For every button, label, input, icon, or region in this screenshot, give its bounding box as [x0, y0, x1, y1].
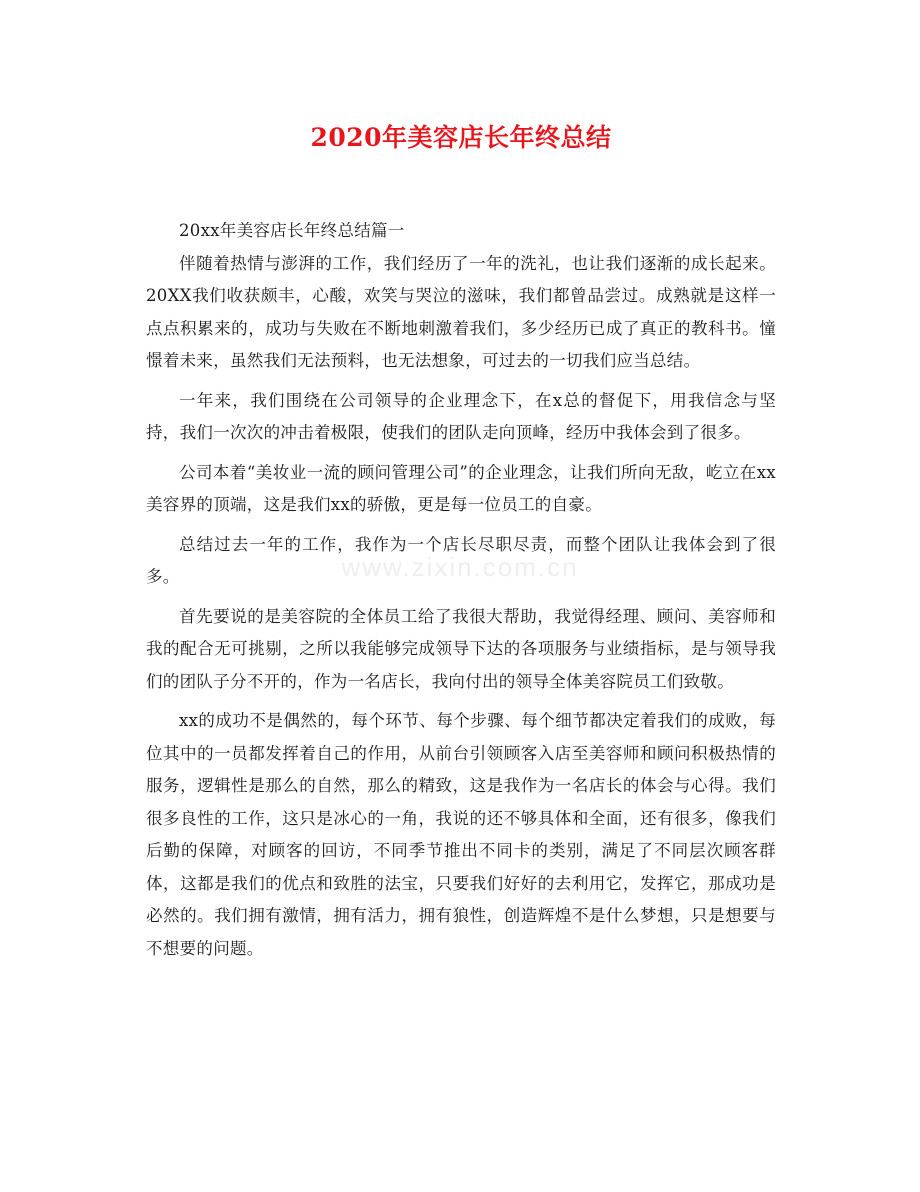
watermark: www.zixin.com.cn	[341, 552, 579, 582]
paragraph-2: 一年来，我们围绕在公司领导的企业理念下，在x总的督促下，用我信念与坚持，我们一次次的冲击着极限，使我们的团队走向顶峰，经历中我体会到了很多。	[146, 390, 776, 442]
paragraph-4: 总结过去一年的工作，我作为一个店长尽职尽责，而整个团队让我体会到了很多。	[146, 534, 776, 586]
paragraph-1: 伴随着热情与澎湃的工作，我们经历了一年的洗礼，也让我们逐渐的成长起来。20XX我们收获颇丰，心酸，欢笑与哭泣的滋味，我们都曾品尝过。成熟就是这样一点点积累来的，成功与失败在不断地刺激着我们，多少经历已成了真正的教科书。憧憬着未来，虽然我们无法预料，也无法想象，可过去的一切我们应当总结。	[146, 253, 776, 370]
paragraph-6: xx的成功不是偶然的，每个环节、每个步骤、每个细节都决定着我们的成败，每位其中的一员都发挥着自己的作用，从前台引领顾客入店至美容师和顾问积极热情的服务，逻辑性是那么的自然，那么的精致，这是我作为一名店长的体会与心得。我们很多良性的工作，这只是冰心的一角，我说的还不够具体和全面，还有很多，像我们后勤的保障，对顾客的回访，不同季节推出不同卡的类别，满足了不同层次顾客群体，这都是我们的优点和致胜的法宝，只要我们好好的去利用它，发挥它，那成功是必然的。我们拥有激情，拥有活力，拥有狼性，创造辉煌不是什么梦想，只是想要与不想要的问题。	[146, 711, 776, 958]
paragraph-3: 公司本着“美妆业一流的顾问管理公司”的企业理念，让我们所向无敌，屹立在xx美容界的顶端，这是我们xx的骄傲，更是每一位员工的自豪。	[146, 462, 776, 514]
document-title: 2020年美容店长年终总结	[310, 123, 612, 152]
section-heading: 20xx年美容店长年终总结篇一	[179, 221, 405, 240]
paragraph-5: 首先要说的是美容院的全体员工给了我很大帮助，我觉得经理、顾问、美容师和我的配合无可挑剔，之所以我能够完成领导下达的各项服务与业绩指标，是与领导我们的团队子分不开的，作为一名店长，我向付出的领导全体美容院员工们致敬。	[146, 606, 776, 691]
